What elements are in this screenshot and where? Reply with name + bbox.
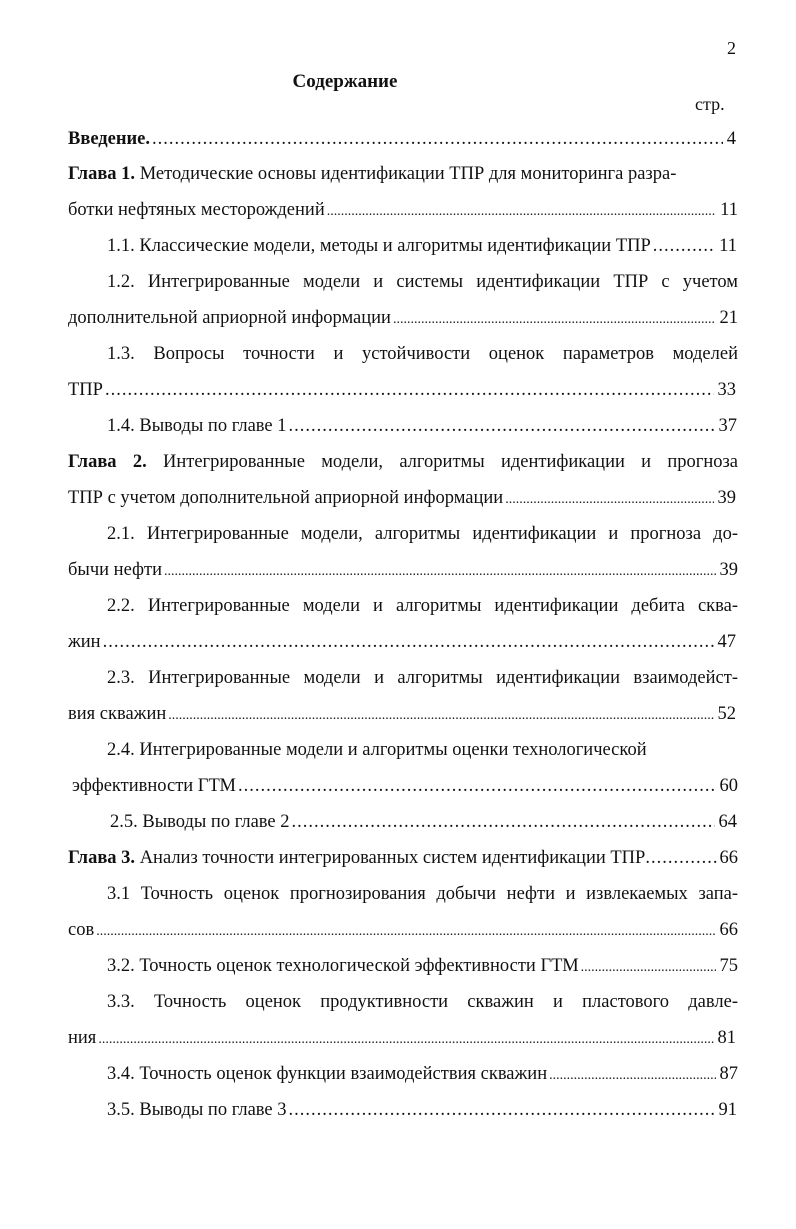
- toc-entry-page: 81: [717, 1028, 736, 1048]
- toc-entry-text: жин: [68, 632, 101, 652]
- toc-entry-1-3[interactable]: 1.3. Вопросы точности и устойчивости оценок параметров моделей: [107, 344, 738, 364]
- toc-entry-page: 37: [718, 416, 737, 436]
- toc-entry-2-3-cont: [68, 702, 736, 726]
- toc-entry-text: вия скважин: [68, 704, 167, 724]
- toc-entry-3-3-cont: [68, 1026, 736, 1050]
- page-number: 2: [727, 38, 736, 58]
- toc-entry-2-4-cont: [72, 774, 738, 798]
- toc-entry-3-5[interactable]: [107, 1098, 737, 1122]
- toc-entry-3-4[interactable]: [107, 1062, 738, 1086]
- toc-leader: [549, 1064, 715, 1088]
- toc-entry-text: ботки нефтяных месторождений: [68, 200, 325, 220]
- toc-entry-2-5[interactable]: [110, 810, 737, 834]
- toc-entry-2-2-cont: [68, 630, 736, 654]
- toc-entry-1-3-cont: [68, 378, 736, 402]
- toc-leader: [289, 1098, 715, 1122]
- toc-entry-page: 52: [717, 704, 736, 724]
- toc-leader: [581, 956, 716, 980]
- toc-leader: [164, 560, 716, 584]
- toc-entry-2-2[interactable]: 2.2. Интегрированные модели и алгоритмы идентификации дебита сква-: [107, 596, 738, 616]
- toc-entry-page: 66: [719, 920, 738, 940]
- toc-entry-intro[interactable]: [68, 127, 736, 151]
- toc-entry-1-2[interactable]: 1.2. Интегрированные модели и системы идентификации ТПР с учетом: [107, 272, 738, 292]
- page-title: Содержание: [292, 71, 398, 92]
- toc-leader: [289, 414, 715, 438]
- toc-chapter-label: Глава 2.: [68, 452, 147, 472]
- toc-entry-1-1[interactable]: [107, 234, 737, 258]
- toc-entry-3-2[interactable]: [107, 954, 738, 978]
- toc-entry-text: 3.5. Выводы по главе 3: [107, 1100, 287, 1120]
- toc-entry-text: 1.1. Классические модели, методы и алгоритмы идентификации ТПР: [107, 236, 651, 256]
- toc-entry-page: 11: [720, 200, 738, 220]
- toc-leader: [96, 920, 715, 944]
- toc-leader: [653, 234, 715, 258]
- toc-entry-text: ния: [68, 1028, 97, 1048]
- toc-entry-page: 91: [718, 1100, 737, 1120]
- toc-entry-chapter-3[interactable]: [68, 846, 738, 870]
- toc-entry-page: 21: [719, 308, 738, 328]
- toc-entry-text: 3.4. Точность оценок функции взаимодействия скважин: [107, 1064, 548, 1084]
- toc-entry-page: 60: [719, 776, 738, 796]
- toc-entry-text: ТПР: [68, 380, 103, 400]
- toc-entry-label: Введение.: [68, 129, 151, 149]
- toc-leader: [238, 774, 715, 798]
- toc-entry-3-1[interactable]: 3.1 Точность оценок прогнозирования добычи нефти и извлекаемых запа-: [107, 884, 738, 904]
- toc-entry-page: 87: [719, 1064, 738, 1084]
- toc-entry-text: Методические основы идентификации ТПР для мониторинга разра-: [135, 164, 677, 184]
- toc-entry-1-2-cont: [68, 306, 738, 330]
- toc-entry-chapter-2[interactable]: [68, 450, 738, 474]
- toc-entry-page: 66: [719, 848, 738, 868]
- toc-entry-chapter-1[interactable]: [68, 162, 676, 186]
- page-column-label: стр.: [695, 94, 725, 114]
- toc-entry-chapter-2-cont: [68, 486, 736, 510]
- toc-entry-2-1[interactable]: 2.1. Интегрированные модели, алгоритмы идентификации и прогноза до-: [107, 524, 738, 544]
- toc-entry-1-4[interactable]: [107, 414, 737, 438]
- toc-leader: [168, 704, 713, 728]
- toc-entry-2-1-cont: [68, 558, 738, 582]
- toc-entry-3-3[interactable]: 3.3. Точность оценок продуктивности скважин и пластового давле-: [107, 992, 738, 1012]
- toc-entry-text: ТПР с учетом дополнительной априорной информации: [68, 488, 504, 508]
- toc-leader: [292, 810, 715, 834]
- toc-leader: [103, 630, 714, 654]
- toc-entry-text: 2.5. Выводы по главе 2: [110, 812, 290, 832]
- toc-entry-page: 39: [719, 560, 738, 580]
- toc-entry-3-1-cont: [68, 918, 738, 942]
- toc-chapter-label: Глава 3.: [68, 848, 136, 868]
- toc-leader: [327, 200, 716, 224]
- toc-entry-text: 3.2. Точность оценок технологической эффективности ГТМ: [107, 956, 579, 976]
- toc-leader: [505, 488, 713, 512]
- toc-entry-page: 4: [726, 129, 736, 149]
- toc-entry-2-4[interactable]: 2.4. Интегрированные модели и алгоритмы оценки технологической: [107, 740, 647, 760]
- toc-entry-text: сов: [68, 920, 95, 940]
- toc-entry-chapter-1-cont: [68, 198, 738, 222]
- toc-entry-page: 47: [717, 632, 736, 652]
- toc-entry-page: 75: [719, 956, 738, 976]
- toc-entry-text: бычи нефти: [68, 560, 162, 580]
- toc-entry-text: Интегрированные модели, алгоритмы идентификации и прогноза: [146, 452, 738, 472]
- toc-leader: [105, 378, 714, 402]
- toc-entry-text: дополнительной априорной информации: [68, 308, 391, 328]
- toc-entry-text: Анализ точности интегрированных систем идентификации ТПР: [135, 848, 646, 868]
- toc-entry-2-3[interactable]: 2.3. Интегрированные модели и алгоритмы идентификации взаимодейст-: [107, 668, 738, 688]
- toc-leader: [152, 127, 723, 151]
- toc-leader: [98, 1028, 713, 1052]
- toc-entry-page: 39: [717, 488, 736, 508]
- toc-leader: [645, 846, 717, 870]
- toc-entry-page: 64: [718, 812, 737, 832]
- toc-entry-text: 1.4. Выводы по главе 1: [107, 416, 287, 436]
- toc-entry-page: 33: [717, 380, 736, 400]
- toc-chapter-label: Глава 1.: [68, 164, 136, 184]
- toc-entry-text: эффективности ГТМ: [72, 776, 237, 796]
- toc-entry-page: 11: [719, 236, 737, 256]
- toc-leader: [393, 308, 716, 332]
